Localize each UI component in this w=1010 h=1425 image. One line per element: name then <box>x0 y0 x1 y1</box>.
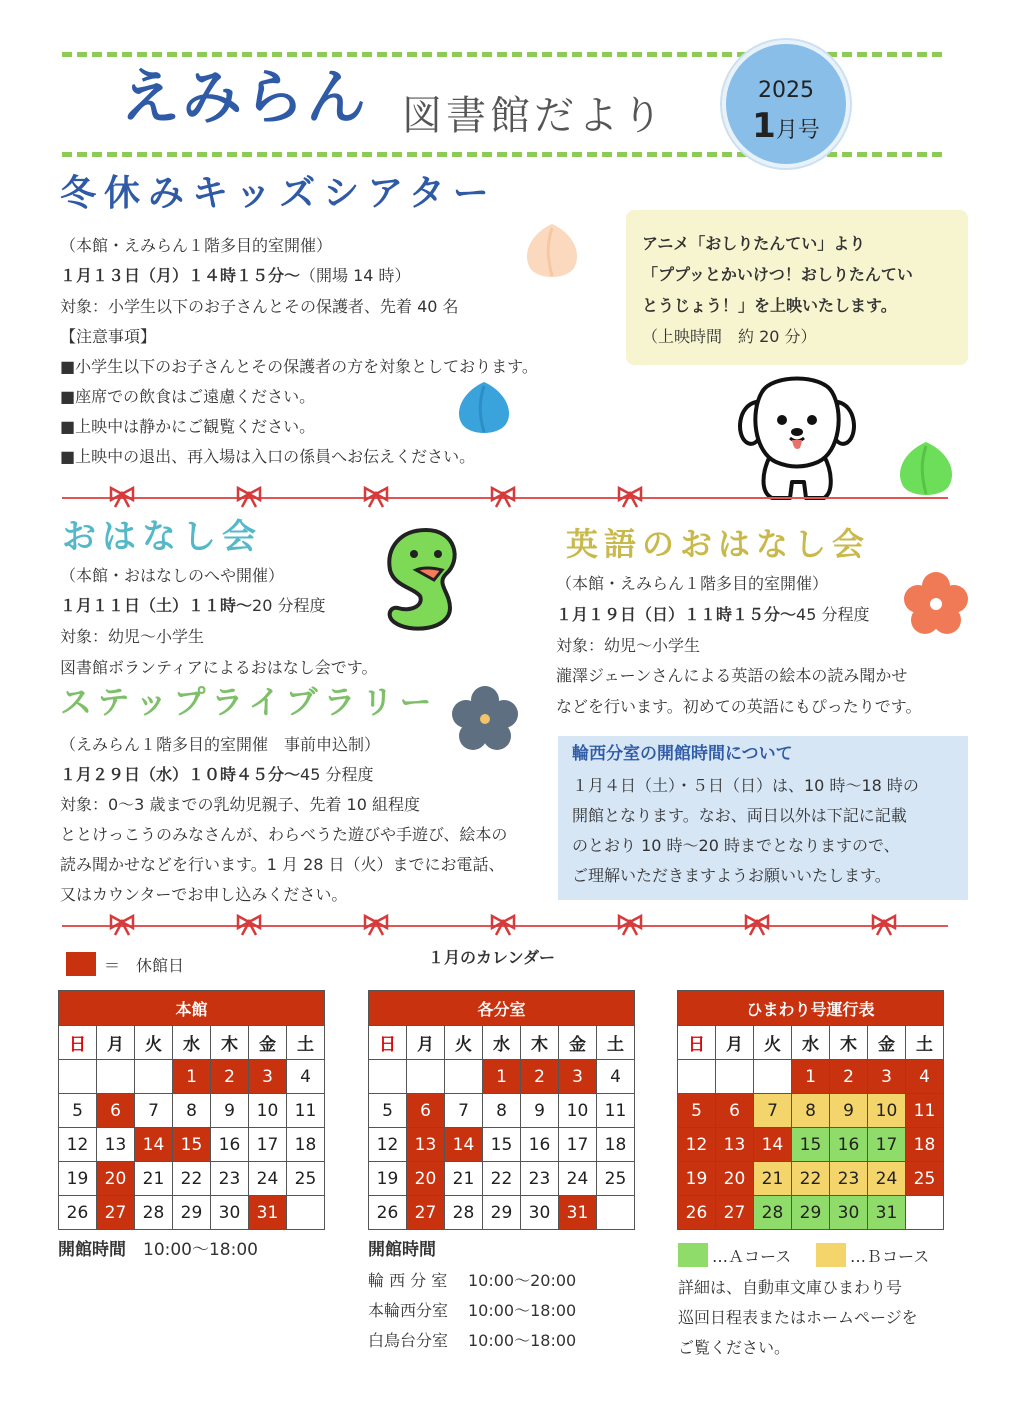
weekday-label: 金 <box>868 1026 906 1060</box>
calendar-day: 3 <box>868 1060 906 1094</box>
calendar-day: 12 <box>678 1128 716 1162</box>
calendar-empty-cell <box>97 1060 135 1094</box>
wanishi-notice-box <box>558 736 968 900</box>
branch-name: 本輪西分室 <box>368 1301 449 1320</box>
calendar-day: 5 <box>678 1094 716 1128</box>
calendar-day: 30 <box>211 1196 249 1230</box>
anime-time: （上映時間 約 20 分） <box>642 327 817 346</box>
ohanashi-title: おはなし会 <box>62 517 262 557</box>
calendar-day: 4 <box>597 1060 635 1094</box>
honkan-hours <box>58 1240 258 1260</box>
calendar-day: 16 <box>830 1128 868 1162</box>
step-library-datetime-main: １月２９日（水）１０時４５分～ <box>60 765 301 784</box>
wanishi-notice-title: 輪西分室の開館時間について <box>572 744 793 764</box>
kids-theater-open-note: （開場 14 時） <box>300 266 411 285</box>
step-library-title: ステップライブラリー <box>60 683 438 721</box>
calendar-empty-cell <box>445 1060 483 1094</box>
calendar-header: 各分室 <box>369 991 635 1026</box>
weekday-label: 木 <box>521 1026 559 1060</box>
calendar-day: 21 <box>754 1162 792 1196</box>
calendar-day: 12 <box>369 1128 407 1162</box>
calendar-day: 10 <box>559 1094 597 1128</box>
calendar-day: 21 <box>135 1162 173 1196</box>
calendar-day: 14 <box>754 1128 792 1162</box>
himawari-note: 巡回日程表またはホームページを <box>678 1308 918 1327</box>
calendar-day: 13 <box>716 1128 754 1162</box>
kids-theater-datetime <box>60 266 411 286</box>
kids-theater-note: ■小学生以下のお子さんとその保護者の方を対象としております。 <box>60 357 538 376</box>
ohanashi-desc: 図書館ボランティアによるおはなし会です。 <box>60 658 378 677</box>
weekday-label: 月 <box>407 1026 445 1060</box>
calendar-day: 8 <box>483 1094 521 1128</box>
weekday-label: 日 <box>678 1026 716 1060</box>
calendar-day: 25 <box>906 1162 944 1196</box>
bow-icon <box>616 486 644 508</box>
bow-icon <box>616 914 644 936</box>
weekday-label: 火 <box>754 1026 792 1060</box>
calendar-day: 26 <box>59 1196 97 1230</box>
calendar-day: 20 <box>97 1162 135 1196</box>
english-storytime-target: 対象：幼児～小学生 <box>556 636 701 655</box>
english-storytime-place: （本館・えみらん１階多目的室開催） <box>556 574 829 593</box>
calendar-day: 13 <box>97 1128 135 1162</box>
step-library-desc: ととけっこうのみなさんが、わらべうた遊びや手遊び、絵本の <box>60 825 508 844</box>
issue-month <box>726 106 846 146</box>
calendar-day: 10 <box>868 1094 906 1128</box>
weekday-label: 金 <box>559 1026 597 1060</box>
calendar-branches <box>368 990 635 1230</box>
weekday-label: 金 <box>249 1026 287 1060</box>
calendar-honkan <box>58 990 325 1230</box>
calendar-day: 25 <box>287 1162 325 1196</box>
calendar-day: 23 <box>521 1162 559 1196</box>
calendar-title: １月のカレンダー <box>428 948 555 967</box>
calendar-day: 6 <box>97 1094 135 1128</box>
calendar-day: 3 <box>249 1060 287 1094</box>
anime-line: 「ププッとかいけつ！おしりたんてい <box>642 265 913 284</box>
step-library-target: 対象：0～3 歳までの乳幼児親子、先着 10 組程度 <box>60 795 420 814</box>
calendar-empty-cell <box>906 1196 944 1230</box>
calendar-empty-cell <box>59 1060 97 1094</box>
issue-badge <box>722 40 850 168</box>
calendar-day: 7 <box>754 1094 792 1128</box>
calendar-header: ひまわり号運行表 <box>678 991 944 1026</box>
ohanashi-place: （本館・おはなしのへや開催） <box>60 566 285 585</box>
peach-orange-icon <box>520 220 584 282</box>
branch-name: 白鳥台分室 <box>368 1331 449 1350</box>
issue-month-suffix: 月号 <box>775 118 820 143</box>
calendar-himawari <box>677 990 944 1230</box>
calendar-day: 27 <box>407 1196 445 1230</box>
weekday-label: 土 <box>906 1026 944 1060</box>
anime-info-box <box>626 210 968 365</box>
weekday-label: 水 <box>792 1026 830 1060</box>
bow-icon <box>743 914 771 936</box>
calendar-day: 4 <box>906 1060 944 1094</box>
calendar-day: 27 <box>97 1196 135 1230</box>
calendar-day: 15 <box>483 1128 521 1162</box>
calendar-day: 8 <box>792 1094 830 1128</box>
calendar-day: 22 <box>483 1162 521 1196</box>
calendar-day: 31 <box>559 1196 597 1230</box>
calendar-day: 8 <box>173 1094 211 1128</box>
calendar-day: 18 <box>597 1128 635 1162</box>
issue-month-number: 1 <box>752 106 776 146</box>
calendar-day: 28 <box>135 1196 173 1230</box>
calendar-day: 6 <box>716 1094 754 1128</box>
calendar-day: 22 <box>173 1162 211 1196</box>
himawari-note: 詳細は、自動車文庫ひまわり号 <box>678 1278 903 1297</box>
bow-icon <box>362 486 390 508</box>
calendar-day: 6 <box>407 1094 445 1128</box>
calendar-day: 9 <box>521 1094 559 1128</box>
calendar-day: 31 <box>868 1196 906 1230</box>
calendar-day: 24 <box>868 1162 906 1196</box>
weekday-label: 水 <box>483 1026 521 1060</box>
wanishi-notice-line: 開館となります。なお、両日以外は下記に記載 <box>572 806 907 825</box>
calendar-day: 21 <box>445 1162 483 1196</box>
calendar-day: 10 <box>249 1094 287 1128</box>
calendar-day: 4 <box>287 1060 325 1094</box>
branch-hours-row <box>368 1301 576 1321</box>
calendar-day: 26 <box>678 1196 716 1230</box>
calendar-day: 30 <box>521 1196 559 1230</box>
bow-icon <box>362 914 390 936</box>
wanishi-notice-line: １月４日（土）・５日（日）は、10 時～18 時の <box>572 776 919 795</box>
calendar-day: 17 <box>559 1128 597 1162</box>
calendar-day: 19 <box>59 1162 97 1196</box>
issue-year: 2025 <box>758 78 814 103</box>
step-library-desc: 読み聞かせなどを行います。1 月 28 日（火）までにお電話、 <box>60 855 505 874</box>
calendar-day: 22 <box>792 1162 830 1196</box>
branch-hours: 10:00～20:00 <box>468 1271 577 1290</box>
branch-hours-row <box>368 1271 576 1291</box>
kids-theater-title: 冬休みキッズシアター <box>60 173 497 214</box>
calendar-empty-cell <box>754 1060 792 1094</box>
calendar-day: 29 <box>173 1196 211 1230</box>
legend-b-course-label: …Ｂコース <box>850 1247 930 1266</box>
calendar-day: 11 <box>287 1094 325 1128</box>
calendar-day: 24 <box>249 1162 287 1196</box>
calendar-day: 23 <box>211 1162 249 1196</box>
legend-closed-label: ＝ 休館日 <box>104 956 185 975</box>
calendar-day: 28 <box>754 1196 792 1230</box>
weekday-label: 火 <box>135 1026 173 1060</box>
calendar-empty-cell <box>597 1196 635 1230</box>
calendar-empty-cell <box>135 1060 173 1094</box>
calendar-day: 29 <box>792 1196 830 1230</box>
kids-theater-place: （本館・えみらん１階多目的室開催） <box>60 236 333 255</box>
weekday-label: 木 <box>211 1026 249 1060</box>
step-library-duration: 45 分程度 <box>300 765 374 784</box>
branch-hours: 10:00～18:00 <box>468 1301 577 1320</box>
english-storytime-duration: 45 分程度 <box>796 605 870 624</box>
step-library-datetime <box>60 765 373 785</box>
calendar-day: 26 <box>369 1196 407 1230</box>
weekday-label: 日 <box>369 1026 407 1060</box>
calendar-day: 5 <box>369 1094 407 1128</box>
logo: えみらん <box>120 63 368 133</box>
bow-icon <box>489 486 517 508</box>
kids-theater-target: 対象：小学生以下のお子さんとその保護者、先着 40 名 <box>60 297 459 316</box>
anime-line: アニメ「おしりたんてい」より <box>642 234 866 253</box>
weekday-label: 月 <box>716 1026 754 1060</box>
ohanashi-target: 対象：幼児～小学生 <box>60 627 205 646</box>
calendar-day: 28 <box>445 1196 483 1230</box>
calendar-day: 18 <box>906 1128 944 1162</box>
english-storytime-desc: 瀧澤ジェーンさんによる英語の絵本の読み聞かせ <box>556 666 908 685</box>
weekday-label: 月 <box>97 1026 135 1060</box>
english-storytime-desc: などを行います。初めての英語にもぴったりです。 <box>556 697 922 716</box>
ohanashi-datetime <box>60 596 325 616</box>
calendar-day: 16 <box>521 1128 559 1162</box>
peach-blue-icon <box>452 378 516 438</box>
wanishi-notice-line: ご理解いただきますようお願いいたします。 <box>572 866 891 885</box>
calendar-header: 本館 <box>59 991 325 1026</box>
weekday-label: 土 <box>287 1026 325 1060</box>
calendar-empty-cell <box>369 1060 407 1094</box>
legend-a-course-swatch <box>678 1243 708 1267</box>
calendar-empty-cell <box>678 1060 716 1094</box>
bow-icon <box>235 914 263 936</box>
weekday-label: 水 <box>173 1026 211 1060</box>
calendar-day: 1 <box>792 1060 830 1094</box>
himawari-note: ご覧ください。 <box>678 1338 791 1357</box>
peach-green-icon <box>893 438 959 500</box>
calendar-day: 1 <box>483 1060 521 1094</box>
english-storytime-datetime-main: １月１９日（日）１１時１５分～ <box>556 605 797 624</box>
calendar-day: 19 <box>678 1162 716 1196</box>
step-library-place: （えみらん１階多目的室開催 事前申込制） <box>60 735 381 754</box>
snake-illustration <box>380 526 472 638</box>
calendar-day: 25 <box>597 1162 635 1196</box>
calendar-empty-cell <box>287 1196 325 1230</box>
english-storytime-title: 英語のおはなし会 <box>566 525 871 563</box>
calendar-day: 17 <box>868 1128 906 1162</box>
weekday-label: 土 <box>597 1026 635 1060</box>
branch-hours: 10:00～18:00 <box>468 1331 577 1350</box>
calendar-day: 14 <box>445 1128 483 1162</box>
calendar-empty-cell <box>407 1060 445 1094</box>
honkan-hours-label: 開館時間 <box>58 1240 126 1260</box>
calendar-day: 3 <box>559 1060 597 1094</box>
branch-hours-row <box>368 1331 576 1351</box>
legend-b-course-swatch <box>816 1243 846 1267</box>
calendar-day: 29 <box>483 1196 521 1230</box>
calendar-day: 2 <box>830 1060 868 1094</box>
bow-icon <box>489 914 517 936</box>
calendar-day: 12 <box>59 1128 97 1162</box>
calendar-day: 19 <box>369 1162 407 1196</box>
branch-hours-label: 開館時間 <box>368 1240 436 1260</box>
kids-theater-note: ■上映中の退出、再入場は入口の係員へお伝えください。 <box>60 447 476 466</box>
legend-closed-swatch <box>66 952 96 976</box>
calendar-day: 31 <box>249 1196 287 1230</box>
calendar-day: 23 <box>830 1162 868 1196</box>
calendar-day: 13 <box>407 1128 445 1162</box>
honkan-hours-value: 10:00～18:00 <box>143 1240 258 1260</box>
calendar-day: 20 <box>716 1162 754 1196</box>
kids-theater-notes-title: 【注意事項】 <box>60 327 157 346</box>
legend-a-course-label: …Ａコース <box>712 1247 792 1266</box>
calendar-day: 30 <box>830 1196 868 1230</box>
branch-name: 輪 西 分 室 <box>368 1271 448 1290</box>
calendar-day: 2 <box>211 1060 249 1094</box>
calendar-day: 24 <box>559 1162 597 1196</box>
weekday-label: 日 <box>59 1026 97 1060</box>
kids-theater-note: ■座席での飲食はご遠慮ください。 <box>60 387 316 406</box>
calendar-day: 9 <box>211 1094 249 1128</box>
dog-illustration <box>732 372 862 504</box>
newsletter-subtitle: 図書館だより <box>402 93 666 139</box>
calendar-day: 2 <box>521 1060 559 1094</box>
weekday-label: 火 <box>445 1026 483 1060</box>
calendar-day: 14 <box>135 1128 173 1162</box>
wanishi-notice-line: のとおり 10 時～20 時までとなりますので、 <box>572 836 900 855</box>
anime-line: とうじょう！」を上映いたします。 <box>642 296 897 315</box>
english-storytime-datetime <box>556 605 869 625</box>
calendar-day: 27 <box>716 1196 754 1230</box>
flower-orange-icon <box>904 572 968 636</box>
kids-theater-note: ■上映中は静かにご観覧ください。 <box>60 417 316 436</box>
calendar-day: 18 <box>287 1128 325 1162</box>
bow-icon <box>235 486 263 508</box>
calendar-day: 15 <box>792 1128 830 1162</box>
kids-theater-datetime-main: １月１３日（月）１４時１５分～ <box>60 266 301 285</box>
ohanashi-duration: 20 分程度 <box>252 596 326 615</box>
calendar-day: 5 <box>59 1094 97 1128</box>
bow-icon <box>108 914 136 936</box>
step-library-desc: 又はカウンターでお申し込みください。 <box>60 885 348 904</box>
weekday-label: 木 <box>830 1026 868 1060</box>
calendar-day: 7 <box>135 1094 173 1128</box>
calendar-day: 15 <box>173 1128 211 1162</box>
calendar-day: 9 <box>830 1094 868 1128</box>
bow-icon <box>870 914 898 936</box>
calendar-day: 11 <box>906 1094 944 1128</box>
calendar-empty-cell <box>716 1060 754 1094</box>
calendar-day: 11 <box>597 1094 635 1128</box>
calendar-day: 1 <box>173 1060 211 1094</box>
ohanashi-datetime-main: １月１１日（土）１１時～ <box>60 596 253 615</box>
bow-icon <box>108 486 136 508</box>
flower-grey-icon <box>452 686 518 752</box>
calendar-day: 20 <box>407 1162 445 1196</box>
calendar-day: 16 <box>211 1128 249 1162</box>
calendar-day: 7 <box>445 1094 483 1128</box>
calendar-day: 17 <box>249 1128 287 1162</box>
